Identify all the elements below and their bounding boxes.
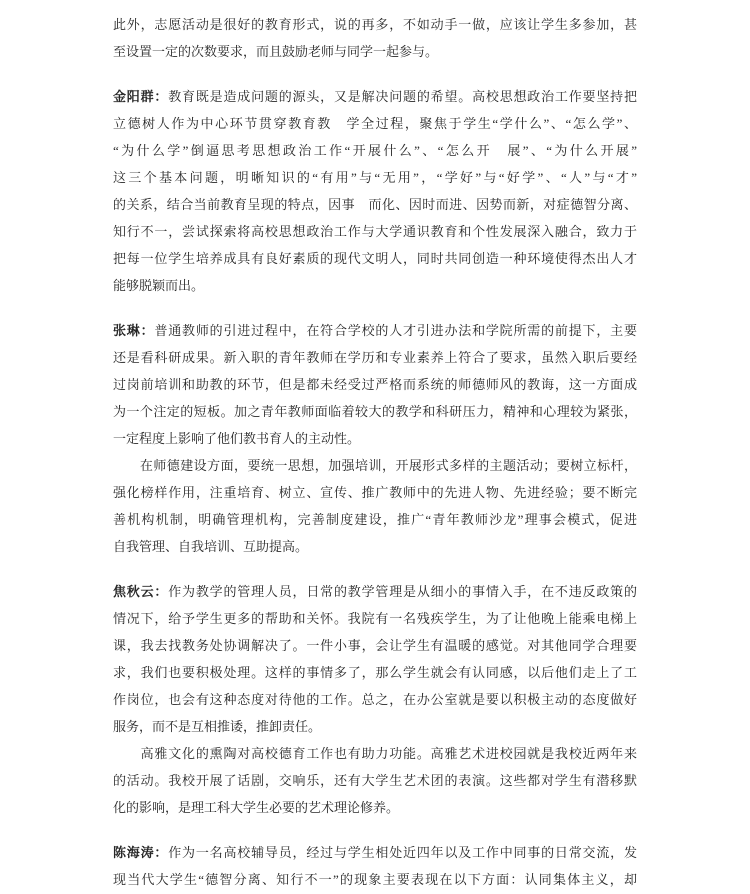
paragraph-block (113, 11, 637, 65)
text-line: 的活动。我校开展了话剧，交响乐，还有大学生艺术团的表演。这些都对学生有潜移默 (113, 773, 637, 788)
text-line: 陈海涛：作为一名高校辅导员，经过与学生相处近四年以及工作中同事的日常交流，发 (113, 845, 637, 860)
speaker-block (113, 317, 637, 560)
text-line: 焦秋云：作为教学的管理人员，日常的教学管理是从细小的事情入手，在不违反政策的 (113, 584, 637, 599)
speaker-name: 张琳： (113, 323, 155, 338)
text-line: 一定程度上影响了他们教书育人的主动性。 (113, 431, 361, 446)
text-line: 求，我们也要积极处理。这样的事情多了，那么学生就会有认同感，以后他们走上了工 (113, 665, 637, 680)
text-line: 此外，志愿活动是很好的教育形式，说的再多，不如动手一做，应该让学生多参加，甚 (113, 17, 637, 32)
text-line: 至设置一定的次数要求，而且鼓励老师与同学一起参与。 (113, 44, 439, 59)
text-line: 善机构机制，明确管理机构，完善制度建设，推广“青年教师沙龙”理事会模式，促进 (113, 512, 637, 527)
text-line: 现当代大学生“德智分离、知行不一”的现象主要表现在以下方面：认同集体主义，却 (113, 872, 637, 887)
text-line: 张琳：普通教师的引进过程中，在符合学校的人才引进办法和学院所需的前提下，主要 (113, 323, 637, 338)
text-line: 金阳群：教育既是造成问题的源头，又是解决问题的希望。高校思想政治工作要坚持把 (113, 89, 637, 104)
text-line: 强化榜样作用，注重培育、树立、宣传、推广教师中的先进人物、先进经验；要不断完 (113, 485, 637, 500)
text-line: 课，我去找教务处协调解决了。一件小事，会让学生有温暖的感觉。对其他同学合理要 (113, 638, 637, 653)
speaker-block (113, 578, 637, 821)
text-line: 立德树人作为中心环节贯穿教育教 学全过程，聚焦于学生“学什么”、“怎么学”、 (113, 116, 637, 131)
text-line: 自我管理、自我培训、互助提高。 (113, 539, 309, 554)
text-line: 的关系，结合当前教育呈现的特点，因事 而化、因时而进、因势而新，对症德智分离、 (113, 197, 637, 212)
text-line: 化的影响，是理工科大学生必要的艺术理论修养。 (113, 800, 400, 815)
text-line: 为一个注定的短板。加之青年教师面临着较大的教学和科研压力，精神和心理较为紧张， (113, 404, 637, 419)
text-line: “为什么学”倒逼思考思想政治工作“开展什么”、“怎么开 展”、“为什么开展” (113, 143, 637, 158)
speaker-block (113, 83, 637, 299)
text-line: 能够脱颖而出。 (113, 278, 205, 293)
text-line: 把每一位学生培养成具有良好素质的现代文明人，同时共同创造一种环境使得杰出人才 (113, 251, 637, 266)
text-line: 高雅文化的熏陶对高校德育工作也有助力功能。高雅艺术进校园就是我校近两年来 (113, 746, 637, 761)
speaker-name: 陈海涛： (113, 845, 169, 860)
text-line: 知行不一，尝试探索将高校思想政治工作与大学通识教育和个性发展深入融合，致力于 (113, 224, 637, 239)
speaker-name: 焦秋云： (113, 584, 169, 599)
text-line: 还是看科研成果。新入职的青年教师在学历和专业素养上符合了要求，虽然入职后要经 (113, 350, 637, 365)
text-line: 情况下，给予学生更多的帮助和关怀。我院有一名残疾学生，为了让他晚上能乘电梯上 (113, 611, 637, 626)
text-line: 在师德建设方面，要统一思想，加强培训，开展形式多样的主题活动；要树立标杆， (113, 458, 637, 473)
text-line: 这三个基本问题，明晰知识的“有用”与“无用”，“学好”与“好学”、“人”与“才” (113, 170, 637, 185)
speaker-name: 金阳群： (113, 89, 169, 104)
text-line: 服务，而不是互相推诿，推卸责任。 (113, 719, 322, 734)
text-line: 作岗位，也会有这种态度对待他的工作。总之，在办公室就是要以积极主动的态度做好 (113, 692, 637, 707)
speaker-block (113, 839, 637, 893)
text-line: 过岗前培训和助教的环节，但是都未经受过严格而系统的师德师风的教诲，这一方面成 (113, 377, 637, 392)
